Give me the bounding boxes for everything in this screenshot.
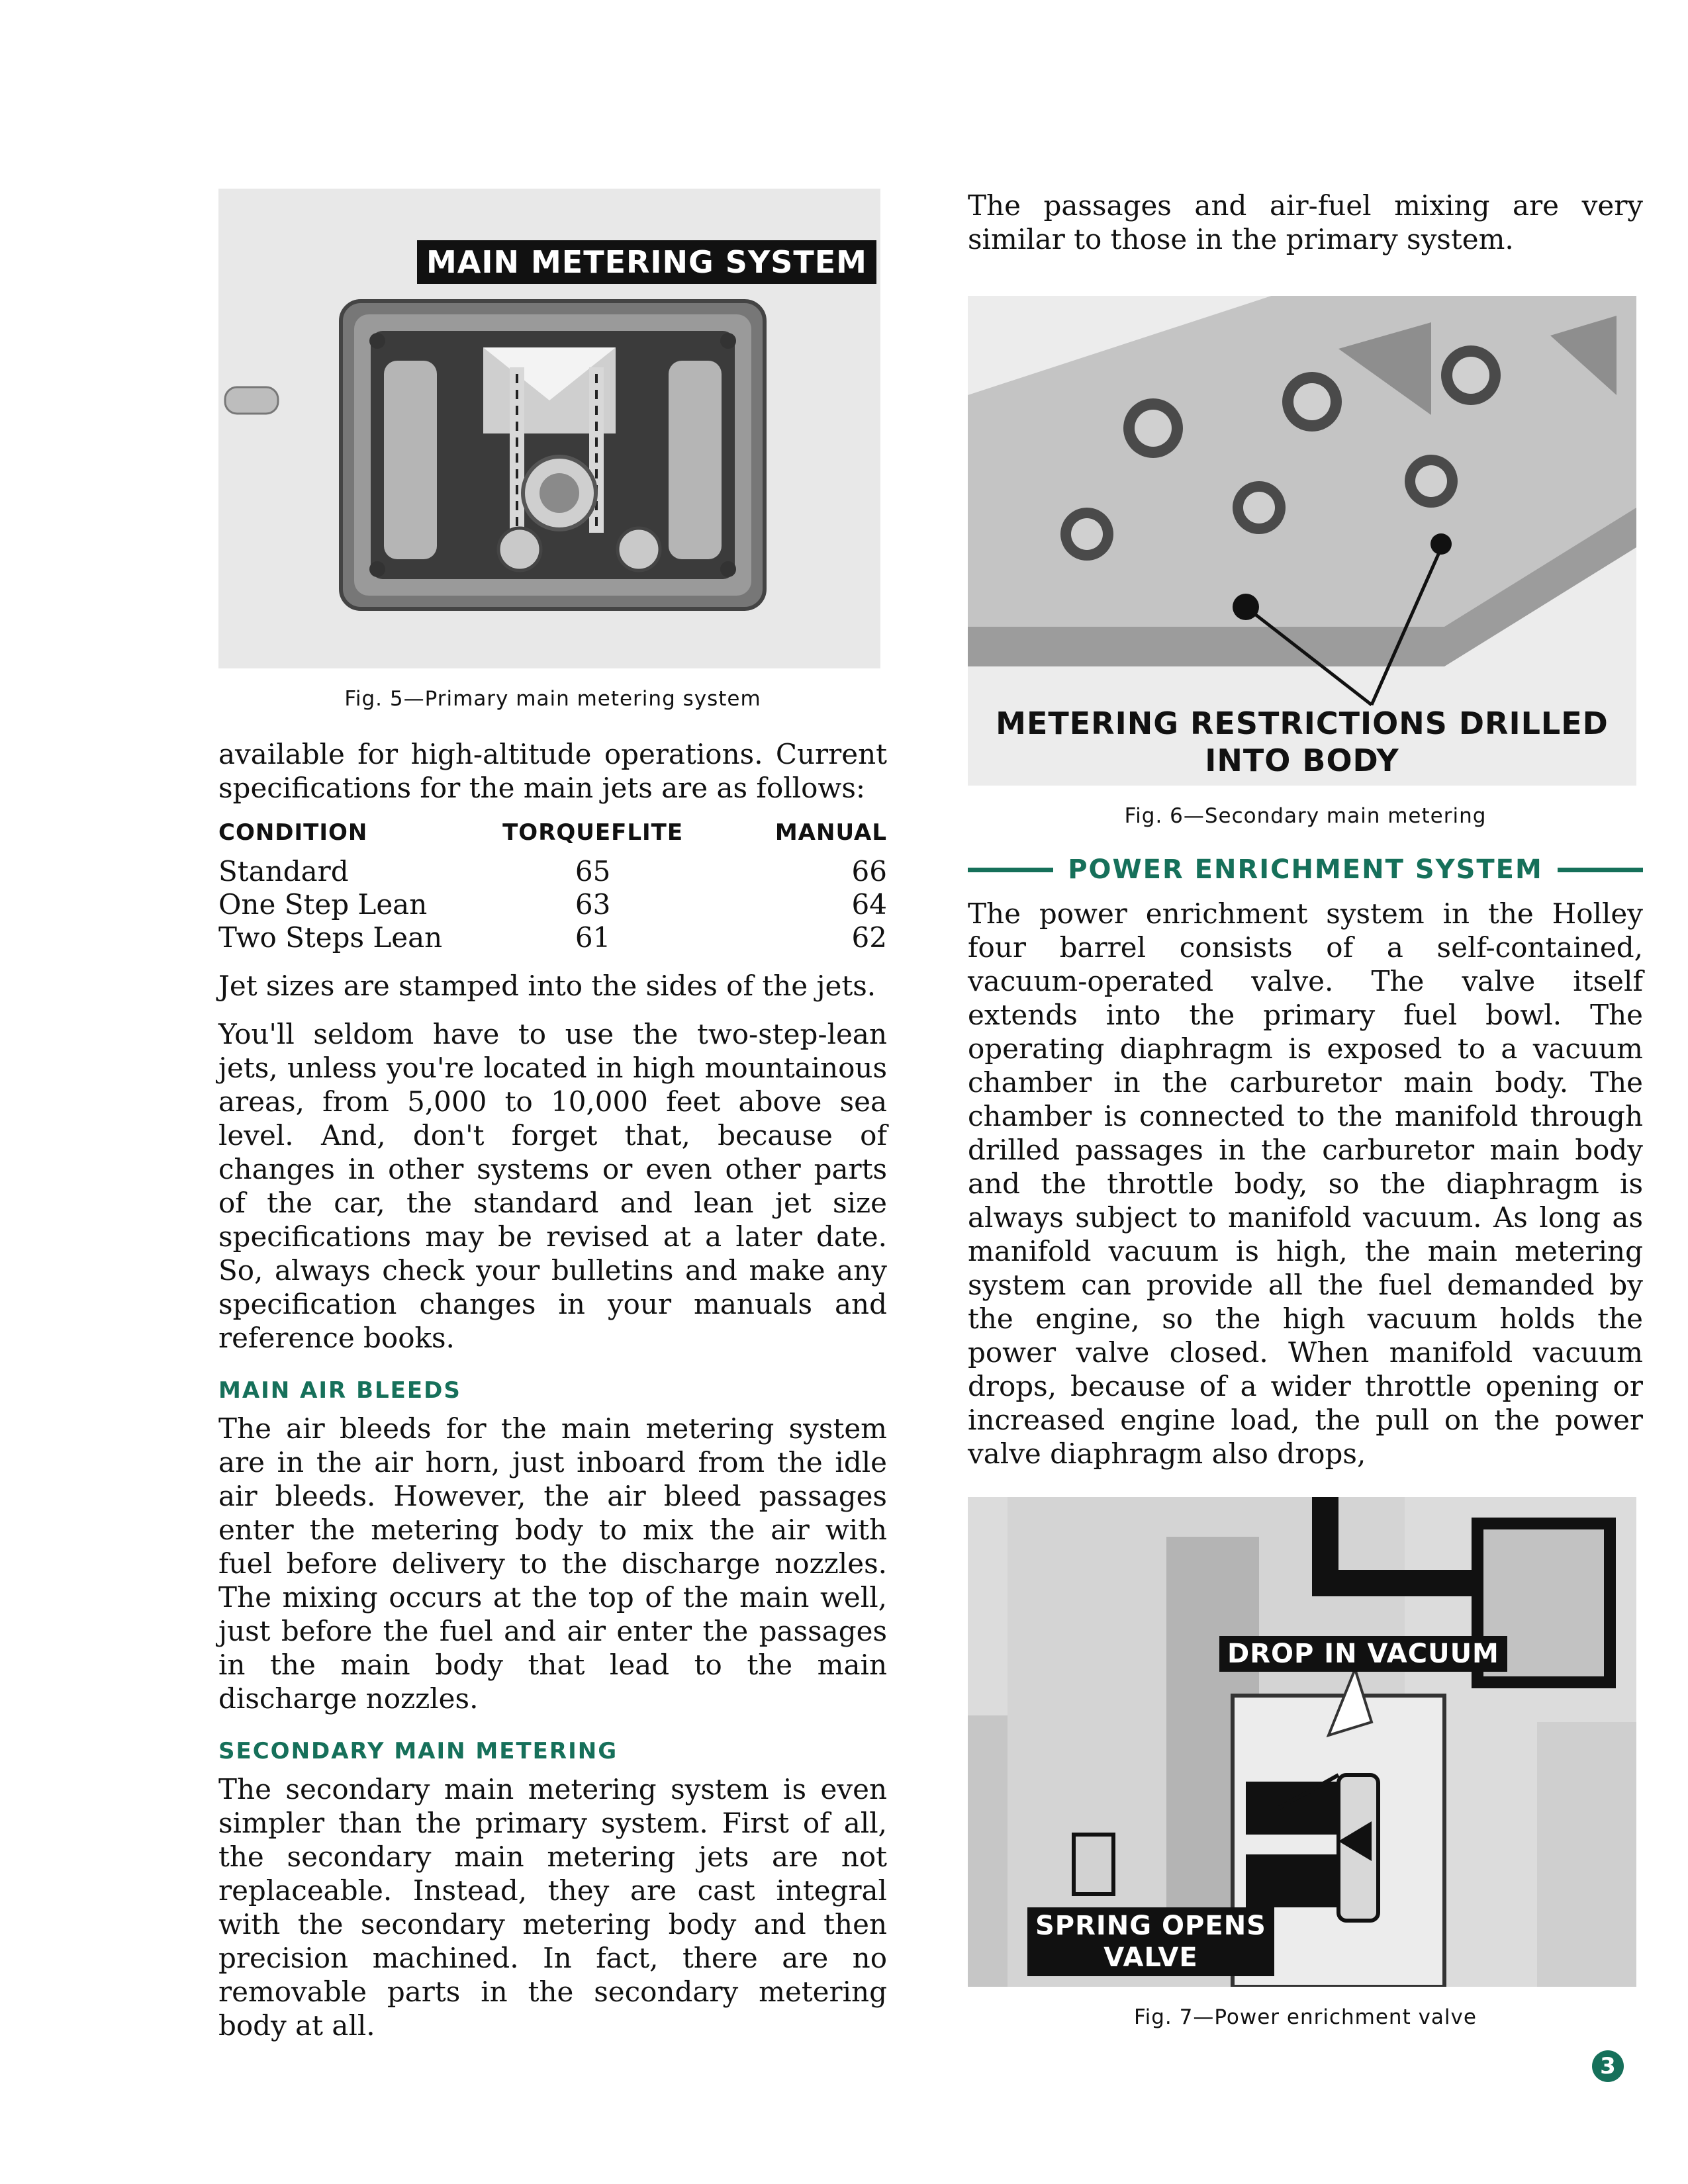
fig7-caption: Fig. 7—Power enrichment valve	[1134, 2005, 1477, 2029]
secondary-main-metering-heading: SECONDARY MAIN METERING	[218, 1738, 618, 1764]
header-condition: CONDITION	[218, 819, 368, 846]
fig5-caption: Fig. 5—Primary main metering system	[344, 687, 761, 711]
power-paragraph: The power enrichment system in the Holley four barrel consists of a self-contained, vacuum-operated valve. The valve itself extends into the primary fuel bowl. The operating diaphragm is exposed to a vacuum chamber in the carburetor main body. The chamber is connected to the manifold through drilled passages in the carburetor main body and the throttle body, so the diaphragm is always subject to manifold vacuum. As long as manifold vacuum is high, the main metering system can provide all the fuel demanded by the engine, so the high vacuum holds the power valve closed. When manifold vacuum drops, because of a wider throttle opening or increased engine load, the pull on the power valve diaphragm also drops,	[968, 897, 1643, 1470]
fig7-drop-label: DROP IN VACUUM	[1219, 1636, 1507, 1672]
header-torqueflite: TORQUEFLITE	[502, 819, 684, 846]
cell-manual: 64	[851, 888, 887, 921]
table-row	[218, 888, 887, 921]
table-row	[218, 855, 887, 888]
cell-manual: 66	[851, 855, 887, 887]
fig5-label: MAIN METERING SYSTEM	[417, 240, 876, 284]
fig6-label	[968, 705, 1636, 779]
secondary-paragraph: The secondary main metering system is even simpler than the primary system. First of all, the secondary main metering jets are not replaceable. Instead, they are cast integral with the secondary metering body and then precision machined. In fact, there are no removable parts in the secondary metering body at all.	[218, 1773, 887, 2042]
fig7-spring-label-line2: VALVE	[1103, 1942, 1198, 1973]
intro-paragraph: available for high-altitude operations. Current specifications for the main jets are as follows:	[218, 738, 887, 804]
fig7-spring-label-line1: SPRING OPENS	[1035, 1911, 1266, 1941]
cell-torqueflite: 63	[575, 888, 611, 921]
header-manual: MANUAL	[774, 819, 887, 846]
cell-condition: Standard	[218, 855, 349, 887]
fig7-spring-label	[1027, 1907, 1274, 1976]
fig6-label-line1: METERING RESTRICTIONS DRILLED	[996, 705, 1609, 741]
cell-condition: One Step Lean	[218, 888, 428, 921]
passages-paragraph: The passages and air-fuel mixing are very similar to those in the primary system.	[968, 189, 1643, 255]
cell-torqueflite: 61	[575, 921, 611, 954]
fig7-photo	[968, 1497, 1636, 1987]
cell-condition: Two Steps Lean	[218, 921, 443, 954]
fig6-caption: Fig. 6—Secondary main metering	[1124, 804, 1487, 828]
cell-torqueflite: 65	[575, 855, 611, 887]
fig5-photo	[218, 189, 880, 668]
table-header-row	[218, 819, 887, 855]
fig6-label-line2: INTO BODY	[1205, 743, 1399, 778]
left-column	[218, 189, 887, 2057]
table-row	[218, 921, 887, 954]
right-column	[968, 189, 1643, 2056]
power-enrichment-title: POWER ENRICHMENT SYSTEM	[1068, 854, 1543, 885]
heading-rule-right	[1558, 868, 1643, 872]
jet-spec-table	[218, 819, 887, 954]
fig6-photo	[968, 296, 1636, 786]
page-number: 3	[1592, 2050, 1624, 2082]
heading-rule-left	[968, 868, 1053, 872]
air-bleeds-paragraph: The air bleeds for the main metering system are in the air horn, just inboard from the idle air bleeds. However, the air bleed passages enter the metering body to mix the air with fuel before delivery to the discharge nozzles. The mixing occurs at the top of the main well, just before the fuel and air enter the passages in the main body that lead to the main discharge nozzles.	[218, 1412, 887, 1715]
power-enrichment-heading	[968, 854, 1643, 885]
main-air-bleeds-heading: MAIN AIR BLEEDS	[218, 1377, 461, 1404]
cell-manual: 62	[851, 921, 887, 954]
stamped-paragraph: Jet sizes are stamped into the sides of the jets.	[218, 970, 876, 1002]
seldom-paragraph: You'll seldom have to use the two-step-lean jets, unless you're located in high mountainous areas, from 5,000 to 10,000 feet above sea level. And, don't forget that, because of changes in other systems or even other parts of the car, the standard and lean jet size specifications may be revised at a later date. So, always check your bulletins and make any specification changes in your manuals and reference books.	[218, 1018, 887, 1354]
